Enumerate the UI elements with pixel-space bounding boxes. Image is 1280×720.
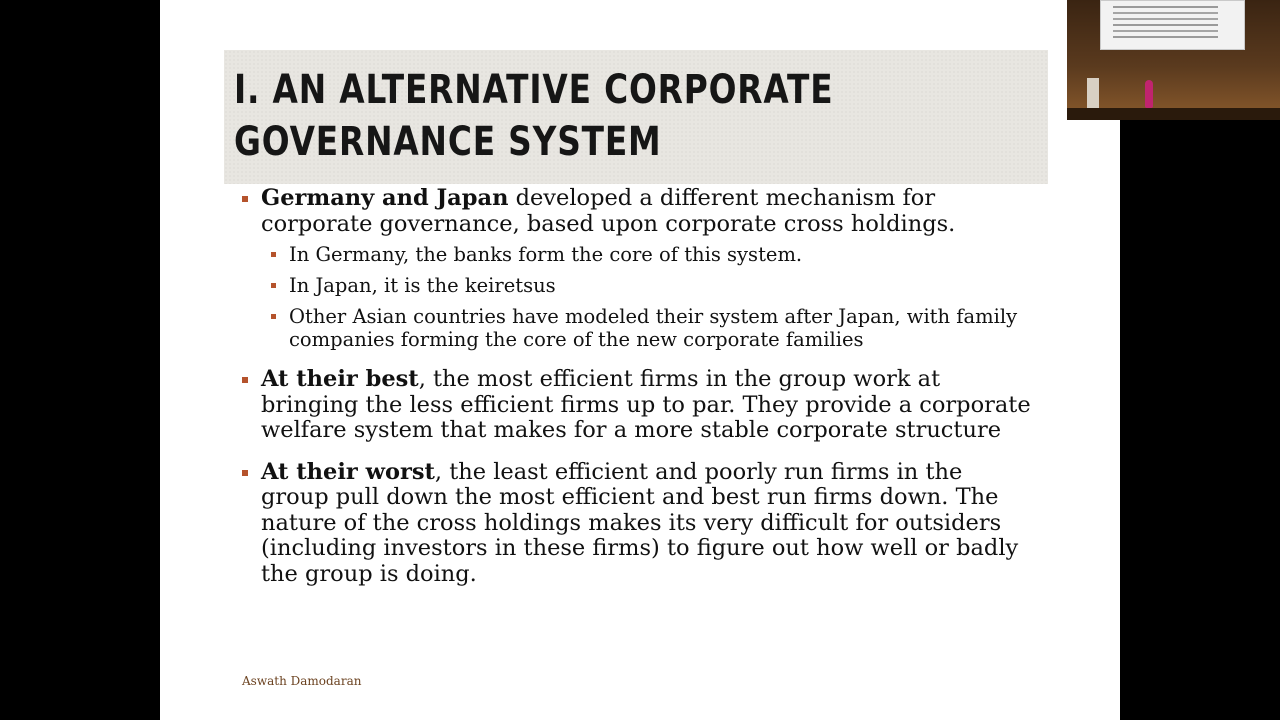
bullet-bold: At their best: [261, 366, 419, 392]
bullet-text: developed a different mechanism for corporate governance, based upon corporate cross holdings.: [261, 185, 956, 237]
slide-content: [242, 186, 1032, 587]
projected-text: [1113, 6, 1218, 8]
bullet-text: , the least efficient and poorly run firms in the group pull down the most efficient and best run firms down. The nature of the cross holdings makes its very difficult for outsiders (including investors in these firms) to figure out how well or badly the group is doing.: [261, 458, 1019, 587]
auditorium-seats: [1067, 108, 1280, 120]
lecture-camera-inset: [1067, 0, 1280, 120]
sub-bullet-japan: In Japan, it is the keiretsus: [242, 274, 1032, 297]
projector-screen: [1100, 0, 1245, 50]
sub-bullet-germany: In Germany, the banks form the core of this system.: [242, 243, 1032, 266]
slide-title: I. AN ALTERNATIVE CORPORATE GOVERNANCE SYSTEM: [234, 67, 834, 165]
sub-bullet-list: [242, 243, 1032, 351]
bullet-germany-japan: [242, 186, 1032, 237]
sub-bullet-asian-countries: Other Asian countries have modeled their system after Japan, with family companies forming the core of the new corporate families: [242, 305, 1032, 351]
lecturer-figure: [1145, 80, 1153, 108]
bullet-bold: Germany and Japan: [261, 185, 509, 211]
title-band: [224, 50, 1048, 184]
bullet-text: , the most efficient firms in the group work at bringing the less efficient firms up to par. They provide a corporate welfare system that makes for a more stable corporate structure: [261, 366, 1031, 443]
bullet-at-their-best: [242, 367, 1032, 444]
slide-footer-author: Aswath Damodaran: [242, 674, 362, 688]
slide: [160, 0, 1120, 720]
bullet-at-their-worst: [242, 460, 1032, 588]
bullet-bold: At their worst: [261, 458, 435, 485]
